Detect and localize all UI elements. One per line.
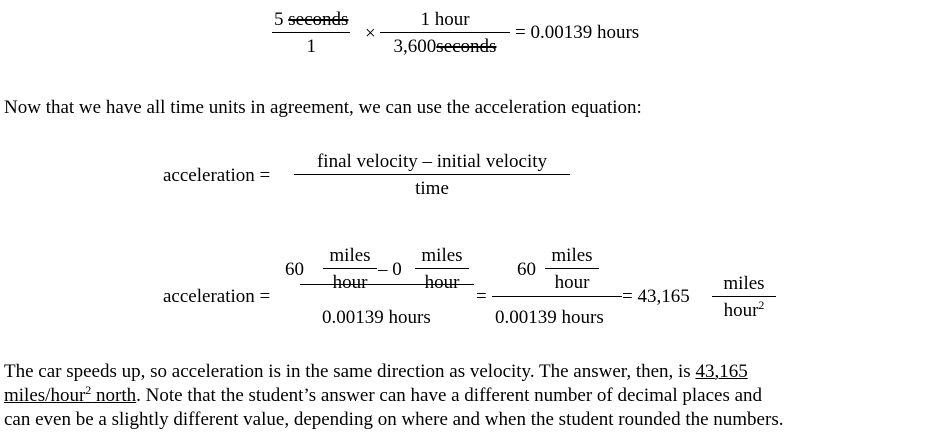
equation2-result-value: = 43,165 bbox=[622, 286, 690, 307]
equation2-coef-60: 60 bbox=[285, 259, 304, 280]
equation2-coef-60b: 60 bbox=[517, 259, 536, 280]
equation2-equals: = bbox=[476, 286, 487, 307]
result-unit-hour: hour bbox=[723, 300, 759, 321]
unit-miles: miles bbox=[551, 245, 593, 266]
answer-unit bbox=[4, 385, 136, 406]
unit-hour: hour bbox=[424, 272, 460, 293]
equation1-numerator: final velocity – initial velocity bbox=[316, 151, 548, 172]
conclusion-line-1 bbox=[4, 360, 748, 384]
seconds-denominator: 1 bbox=[306, 36, 316, 57]
equation2-unit-fraction-1 bbox=[323, 246, 377, 292]
seconds-value: 5 bbox=[274, 9, 284, 30]
conversion-fraction-hour bbox=[380, 10, 510, 56]
equation2-minus-zero: – 0 bbox=[378, 259, 402, 280]
answer-unit-base: miles/hour bbox=[4, 385, 86, 406]
equation2-lhs: acceleration = bbox=[163, 286, 271, 307]
conversion-fraction-seconds bbox=[272, 10, 350, 56]
seconds-unit-cancelled: seconds bbox=[436, 36, 497, 57]
result-unit-miles: miles bbox=[723, 273, 765, 294]
result-unit-exponent: 2 bbox=[758, 298, 765, 312]
answer-unit-exponent: 2 bbox=[85, 383, 92, 397]
unit-miles: miles bbox=[329, 245, 371, 266]
conversion-result: = 0.00139 hours bbox=[515, 22, 640, 43]
conclusion-line-2 bbox=[4, 384, 762, 408]
answer-value: 43,165 bbox=[695, 361, 748, 382]
equation1-fraction bbox=[294, 152, 570, 198]
unit-miles: miles bbox=[421, 245, 463, 266]
equation1-denominator: time bbox=[415, 178, 449, 199]
conclusion-text-2: . Note that the student’s answer can have a different number of decimal places and bbox=[136, 385, 763, 406]
conclusion-line-3: can even be a slightly different value, depending on where and when the student rounded the numbers. bbox=[4, 409, 784, 430]
intro-paragraph: Now that we have all time units in agreement, we can use the acceleration equation: bbox=[4, 97, 642, 118]
equation2-main-bar-2 bbox=[492, 296, 622, 297]
unit-hour: hour bbox=[332, 272, 368, 293]
unit-hour: hour bbox=[554, 272, 590, 293]
equation2-denominator-1: 0.00139 hours bbox=[322, 307, 431, 328]
equation1-lhs: acceleration = bbox=[163, 165, 271, 186]
equation2-result-unit bbox=[712, 274, 776, 320]
seconds-unit-cancelled: seconds bbox=[288, 9, 349, 30]
conclusion-text-1: The car speeds up, so acceleration is in the same direction as velocity. The answer, then, is bbox=[4, 361, 696, 382]
answer-direction: north bbox=[91, 385, 137, 406]
hour-numerator: 1 hour bbox=[420, 9, 470, 30]
equation2-unit-fraction-2 bbox=[415, 246, 469, 292]
seconds-count: 3,600 bbox=[393, 36, 437, 57]
times-sign: × bbox=[365, 23, 376, 44]
equation2-denominator-2: 0.00139 hours bbox=[495, 307, 604, 328]
equation2-unit-fraction-3 bbox=[545, 246, 599, 292]
